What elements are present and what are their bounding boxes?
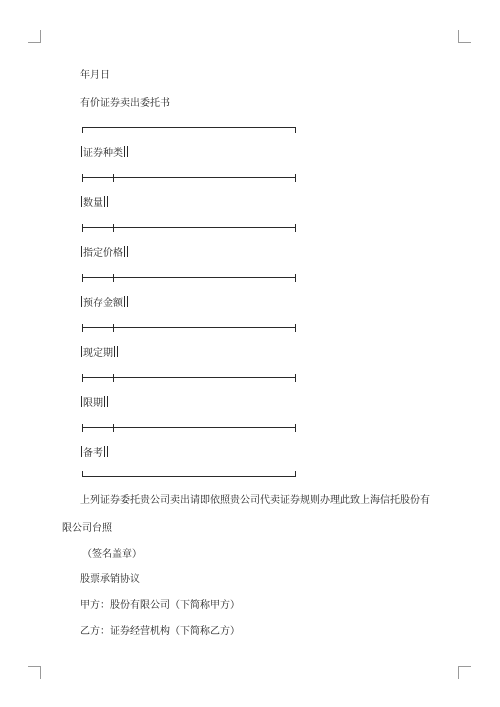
crop-mark-top-right — [458, 30, 471, 43]
form-row-quantity — [80, 196, 109, 211]
party-b-line: 乙方：证券经营机构（下简称乙方） — [80, 626, 240, 637]
crop-mark-bottom-right — [458, 666, 471, 679]
form-row-divider — [82, 325, 296, 331]
form-row-label: 备考 — [83, 448, 103, 459]
body-paragraph-line-2: 限公司台照 — [62, 523, 112, 534]
form-bottom-border — [82, 471, 296, 477]
form-row-label: 限期 — [83, 398, 103, 409]
party-a-line: 甲方：股份有限公司（下简称甲方） — [80, 600, 240, 611]
form-row-divider — [82, 175, 296, 181]
form-row-label: 指定价格 — [83, 248, 123, 259]
date-line: 年月日 — [80, 70, 110, 81]
form-row-remarks — [80, 446, 109, 461]
form-row-fixed-term — [80, 346, 119, 361]
crop-mark-bottom-left — [28, 666, 41, 679]
form-row-deposit-amount — [80, 296, 129, 311]
form-row-label: 现定期 — [83, 348, 113, 359]
signature-line: （签名盖章） — [82, 549, 142, 560]
form-row-divider — [82, 225, 296, 231]
form-row-securities-type — [80, 146, 129, 161]
form-row-divider — [82, 425, 296, 431]
crop-mark-top-left — [28, 30, 41, 43]
document-title: 有价证券卖出委托书 — [80, 98, 170, 109]
form-row-label: 数量 — [83, 198, 103, 209]
form-top-border — [82, 127, 296, 133]
form-row-specified-price — [80, 246, 129, 261]
form-row-divider — [82, 375, 296, 381]
body-paragraph-line-1: 上列证券委托贵公司卖出请即依照贵公司代卖证券规则办理此致上海信托股份有 — [80, 495, 430, 506]
form-row-label: 证券种类 — [83, 148, 123, 159]
form-row-time-limit — [80, 396, 109, 411]
section-title: 股票承销协议 — [80, 574, 140, 585]
form-row-divider — [82, 275, 296, 281]
form-row-label: 预存金额 — [83, 298, 123, 309]
